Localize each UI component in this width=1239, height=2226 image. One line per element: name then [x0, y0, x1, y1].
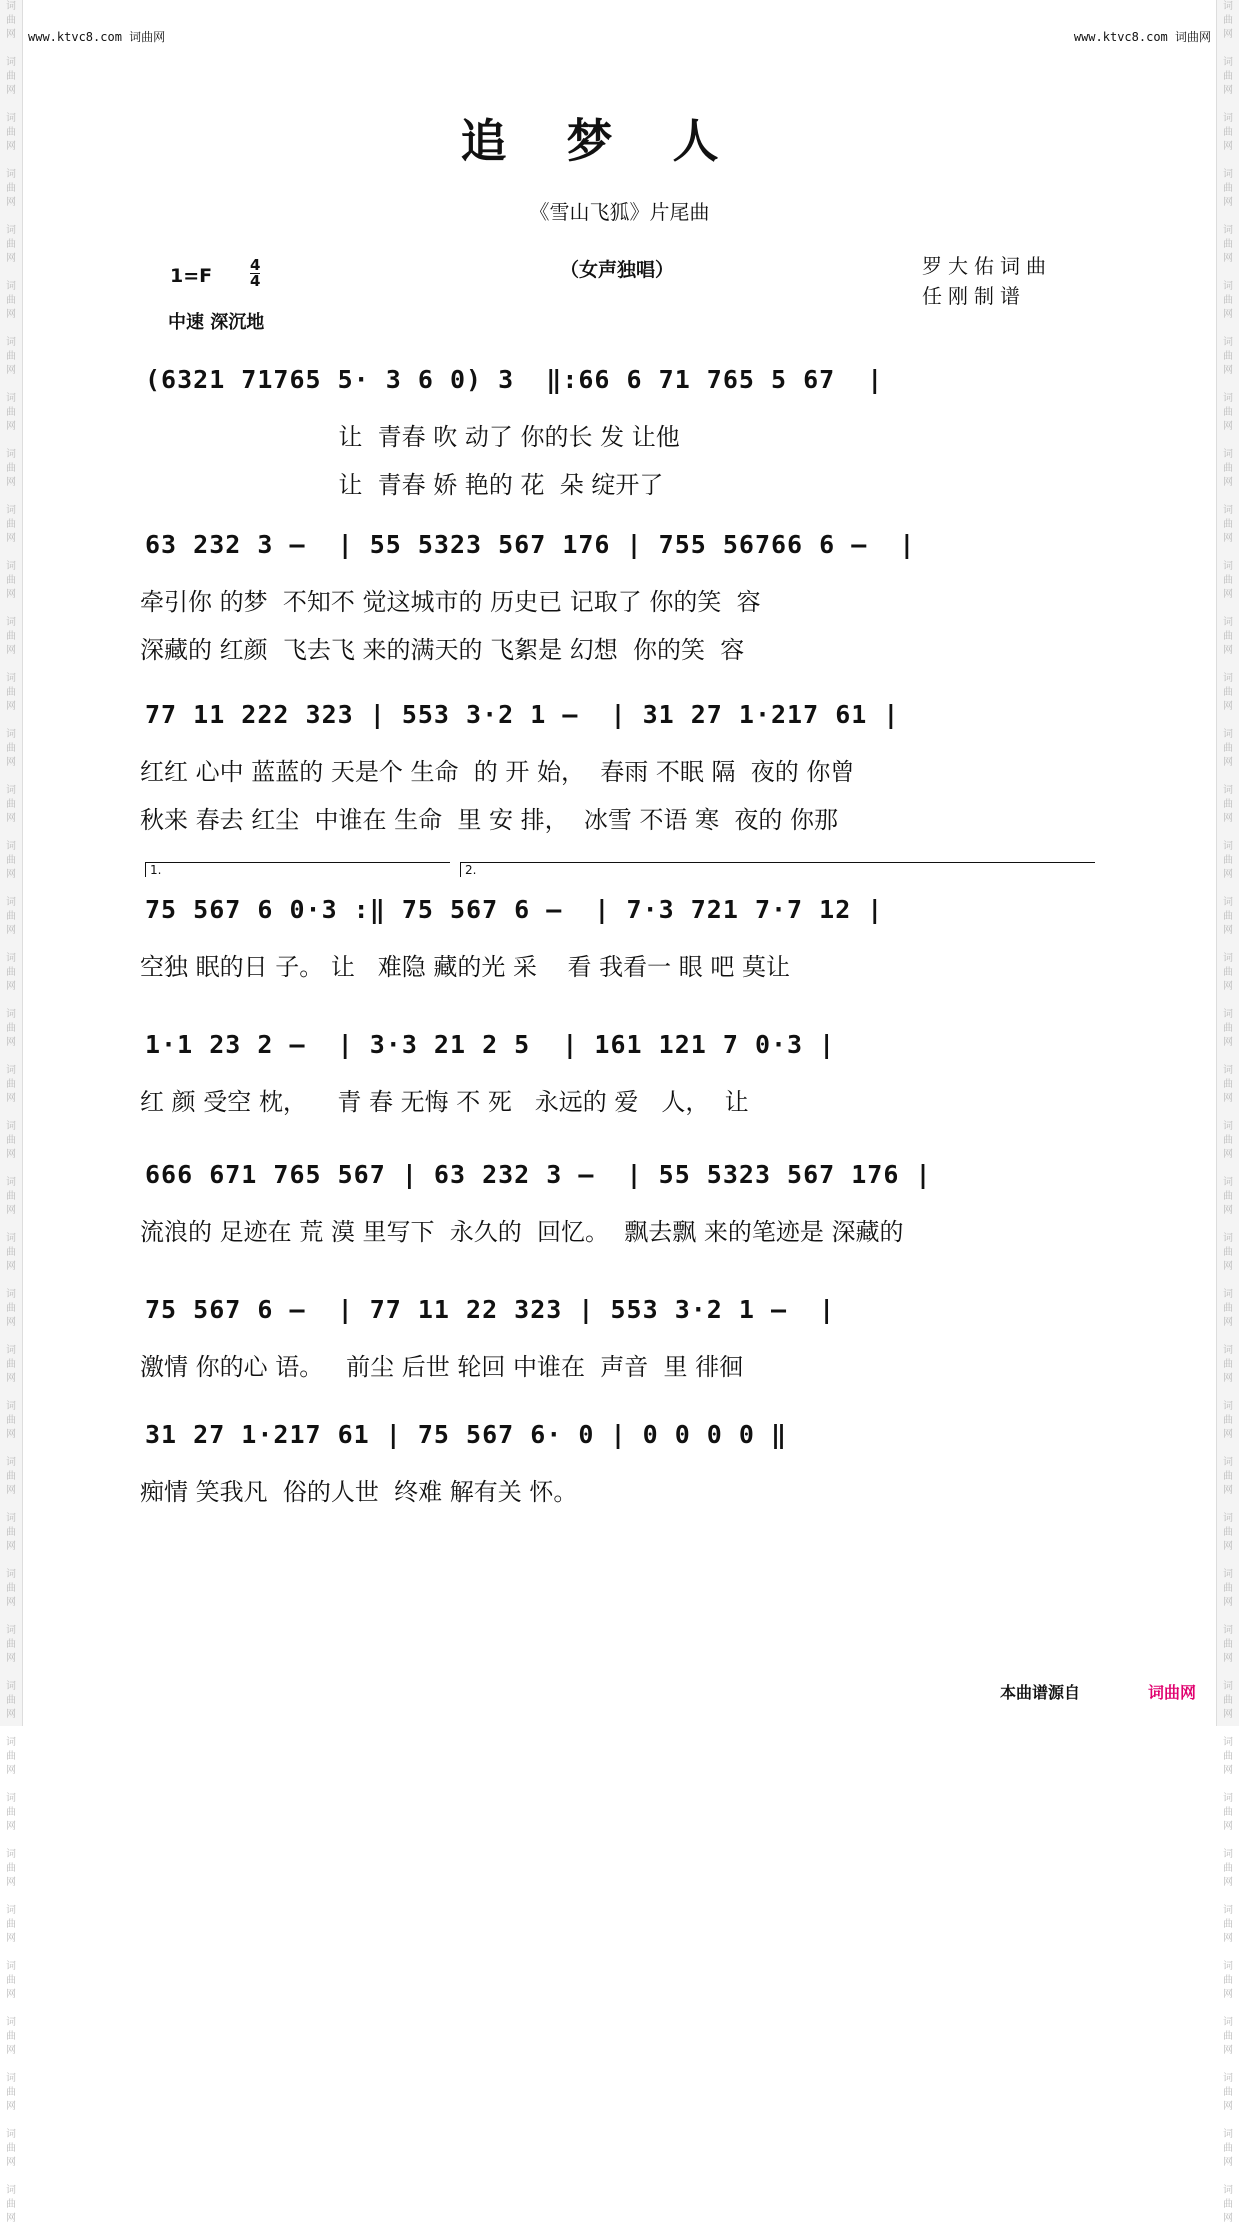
header-site-right: www.ktvc8.com 词曲网 — [1073, 30, 1211, 44]
time-signature — [250, 258, 260, 289]
arranger-credit: 任刚制谱 — [922, 284, 1026, 308]
notation-row: 77 11 222 323 | 553 3·2 1 – | 31 27 1·217 61 | — [145, 700, 900, 729]
volta-first: 1. — [145, 862, 450, 877]
song-subtitle: 《雪山飞狐》片尾曲 — [529, 200, 710, 224]
tempo-marking: 中速 深沉地 — [168, 312, 265, 333]
notation-row: 1·1 23 2 – | 3·3 21 2 5 | 161 121 7 0·3 | — [145, 1030, 836, 1059]
song-title: 追梦人 — [460, 114, 779, 168]
volta-second: 2. — [460, 862, 1095, 877]
footer-source-name: 词曲网 — [1148, 1683, 1197, 1702]
notation-row: 75 567 6 0·3 :‖ 75 567 6 – | 7·3 721 7·7 12 | — [145, 895, 884, 924]
right-watermark-strip: 词 曲 网 词 曲 网 词 曲 网 词 曲 网 词 曲 网 词 曲 网 词 曲 网 词 曲 网 词 曲 网 词 曲 网 词 曲 网 词 曲 网 词 曲 网 词 曲 网 词 曲 网 词 曲 网 词 曲 网 词 曲 网 词 曲 网 词 曲 网 词 曲 网 词 曲 网 词 曲 网 词 曲 网 词 曲 网 词 曲 网 词 曲 网 词 曲 网 词 曲 网 词 曲 网 词 曲 网 词 曲 网 词 曲 网 词 曲 网 词 曲 网 词 曲 网 词 曲 网 词 曲 网 词 曲 网 词 曲 网 — [1216, 0, 1239, 1726]
notation-row: 75 567 6 – | 77 11 22 323 | 553 3·2 1 – | — [145, 1295, 836, 1324]
left-watermark-strip: 词 曲 网 词 曲 网 词 曲 网 词 曲 网 词 曲 网 词 曲 网 词 曲 网 词 曲 网 词 曲 网 词 曲 网 词 曲 网 词 曲 网 词 曲 网 词 曲 网 词 曲 网 词 曲 网 词 曲 网 词 曲 网 词 曲 网 词 曲 网 词 曲 网 词 曲 网 词 曲 网 词 曲 网 词 曲 网 词 曲 网 词 曲 网 词 曲 网 词 曲 网 词 曲 网 词 曲 网 词 曲 网 词 曲 网 词 曲 网 词 曲 网 词 曲 网 词 曲 网 词 曲 网 词 曲 网 词 曲 网 — [0, 0, 23, 1726]
lyricist-credit: 罗大佑词曲 — [922, 254, 1052, 278]
lyric-line: 让 青春 娇 艳的 花 朵 绽开了 — [140, 471, 664, 499]
notation-row: (6321 71765 5· 3 6 0) 3 ‖:66 6 71 765 5 67 | — [145, 365, 884, 394]
lyric-line: 激情 你的心 语。 前尘 后世 轮回 中谁在 声音 里 徘徊 — [140, 1353, 744, 1381]
performance-note: （女声独唱） — [560, 259, 675, 281]
time-sig-bottom: 4 — [250, 272, 261, 290]
lyric-line: 深藏的 红颜 飞去飞 来的满天的 飞絮是 幻想 你的笑 容 — [140, 636, 745, 664]
key-signature: 1=F — [170, 265, 213, 287]
lyric-line: 空独 眠的日 子。 让 难隐 藏的光 采 看 我看一 眼 吧 莫让 — [140, 953, 791, 981]
lyric-line: 红红 心中 蓝蓝的 天是个 生命 的 开 始， 春雨 不眠 隔 夜的 你曾 — [140, 758, 855, 786]
lyric-line: 让 青春 吹 动了 你的长 发 让他 — [140, 423, 680, 451]
time-sig-top: 4 — [250, 256, 261, 274]
lyric-line: 秋来 春去 红尘 中谁在 生命 里 安 排， 冰雪 不语 寒 夜的 你那 — [140, 806, 839, 834]
notation-row: 31 27 1·217 61 | 75 567 6· 0 | 0 0 0 0 ‖ — [145, 1420, 788, 1449]
notation-row: 63 232 3 – | 55 5323 567 176 | 755 56766 6 – | — [145, 530, 916, 559]
lyric-line: 牵引你 的梦 不知不 觉这城市的 历史已 记取了 你的笑 容 — [140, 588, 761, 616]
notation-row: 666 671 765 567 | 63 232 3 – | 55 5323 567 176 | — [145, 1160, 932, 1189]
footer-source-label: 本曲谱源自 — [1000, 1683, 1081, 1702]
header-site-left: www.ktvc8.com 词曲网 — [28, 30, 166, 44]
lyric-line: 痴情 笑我凡 俗的人世 终难 解有关 怀。 — [140, 1478, 578, 1506]
lyric-line: 红 颜 受空 枕， 青 春 无悔 不 死 永远的 爱 人， 让 — [140, 1088, 749, 1116]
lyric-line: 流浪的 足迹在 荒 漠 里写下 永久的 回忆。 飘去飘 来的笔迹是 深藏的 — [140, 1218, 904, 1246]
